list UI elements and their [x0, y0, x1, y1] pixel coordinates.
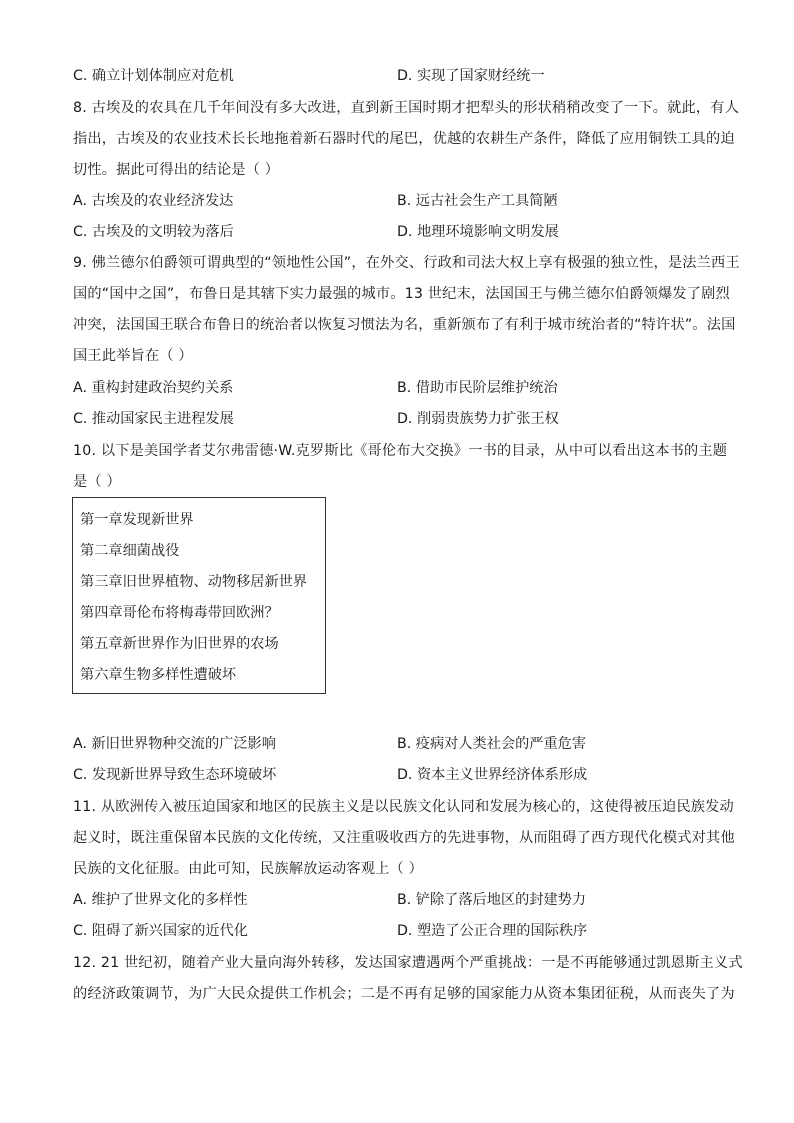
q8-option-c: C. 古埃及的文明较为落后 — [73, 224, 234, 240]
q7-option-c: C. 确立计划体制应对危机 — [73, 68, 234, 84]
toc-chapter-3: 第三章旧世界植物、动物移居新世界 — [80, 574, 308, 590]
q10-stem-line-1: 10. 以下是美国学者艾尔弗雷德·W.克罗斯比《哥伦布大交换》一书的目录，从中可以看出这本书的主题 — [73, 443, 728, 459]
q9-stem-line-2: 国的“国中之国”，布鲁日是其辖下实力最强的城市。13 世纪末，法国国王与佛兰德尔伯爵领爆发了剧烈 — [73, 286, 730, 302]
q9-stem-line-1: 9. 佛兰德尔伯爵领可谓典型的“领地性公国”，在外交、行政和司法大权上享有极强的独立性，是法兰西王 — [73, 255, 740, 271]
toc-chapter-6: 第六章生物多样性遭破坏 — [80, 667, 237, 683]
q11-stem-line-1: 11. 从欧洲传入被压迫国家和地区的民族主义是以民族文化认同和发展为核心的，这使得被压迫民族发动 — [73, 799, 734, 815]
q9-option-d: D. 削弱贵族势力扩张王权 — [397, 411, 559, 427]
q10-stem-line-2: 是（ ） — [73, 474, 121, 490]
q12-stem-line-2: 的经济政策调节，为广大民众提供工作机会；二是不再有足够的国家能力从资本集团征税，从而丧失了为 — [73, 986, 735, 1002]
q10-option-b: B. 疫病对人类社会的严重危害 — [397, 736, 587, 752]
q9-option-c: C. 推动国家民主进程发展 — [73, 411, 234, 427]
q11-option-a: A. 维护了世界文化的多样性 — [73, 892, 248, 908]
q8-stem-line-2: 指出，古埃及的农业技术长长地拖着新石器时代的尾巴，优越的农耕生产条件，降低了应用铜铁工具的迫 — [73, 131, 735, 147]
q11-stem-line-3: 民族的文化征服。由此可知，民族解放运动客观上（ ） — [73, 861, 424, 877]
toc-chapter-1: 第一章发现新世界 — [80, 512, 194, 528]
q7-option-d: D. 实现了国家财经统一 — [397, 68, 545, 84]
q11-option-b: B. 铲除了落后地区的封建势力 — [397, 892, 587, 908]
q11-stem-line-2: 起义时，既注重保留本民族的文化传统，又注重吸收西方的先进事物，从而阻碍了西方现代化模式对其他 — [73, 830, 735, 846]
q11-option-d: D. 塑造了公正合理的国际秩序 — [397, 923, 588, 939]
q8-option-a: A. 古埃及的农业经济发达 — [73, 193, 234, 209]
book-toc-box — [72, 497, 326, 694]
q8-stem-line-1: 8. 古埃及的农具在几千年间没有多大改进，直到新王国时期才把犁头的形状稍稍改变了一下。就此，有人 — [73, 100, 740, 116]
q11-option-c: C. 阻碍了新兴国家的近代化 — [73, 923, 248, 939]
q9-stem-line-4: 国王此举旨在（ ） — [73, 348, 193, 364]
q10-option-d: D. 资本主义世界经济体系形成 — [397, 767, 588, 783]
q8-stem-line-3: 切性。据此可得出的结论是（ ） — [73, 162, 280, 178]
q9-option-a: A. 重构封建政治契约关系 — [73, 380, 234, 396]
q12-stem-line-1: 12. 21 世纪初，随着产业大量向海外转移，发达国家遭遇两个严重挑战：一是不再能够通过凯恩斯主义式 — [73, 955, 743, 971]
q8-option-b: B. 远古社会生产工具简陋 — [397, 193, 558, 209]
q8-option-d: D. 地理环境影响文明发展 — [397, 224, 559, 240]
toc-chapter-2: 第二章细菌战役 — [80, 543, 180, 559]
q10-option-c: C. 发现新世界导致生态环境破坏 — [73, 767, 277, 783]
q9-option-b: B. 借助市民阶层维护统治 — [397, 380, 558, 396]
q9-stem-line-3: 冲突，法国国王联合布鲁日的统治者以恢复习惯法为名，重新颁布了有利于城市统治者的“特许状”。法国 — [73, 317, 736, 333]
toc-chapter-5: 第五章新世界作为旧世界的农场 — [80, 636, 279, 652]
toc-chapter-4: 第四章哥伦布将梅毒带回欧洲？ — [80, 605, 279, 621]
q10-option-a: A. 新旧世界物种交流的广泛影响 — [73, 736, 276, 752]
